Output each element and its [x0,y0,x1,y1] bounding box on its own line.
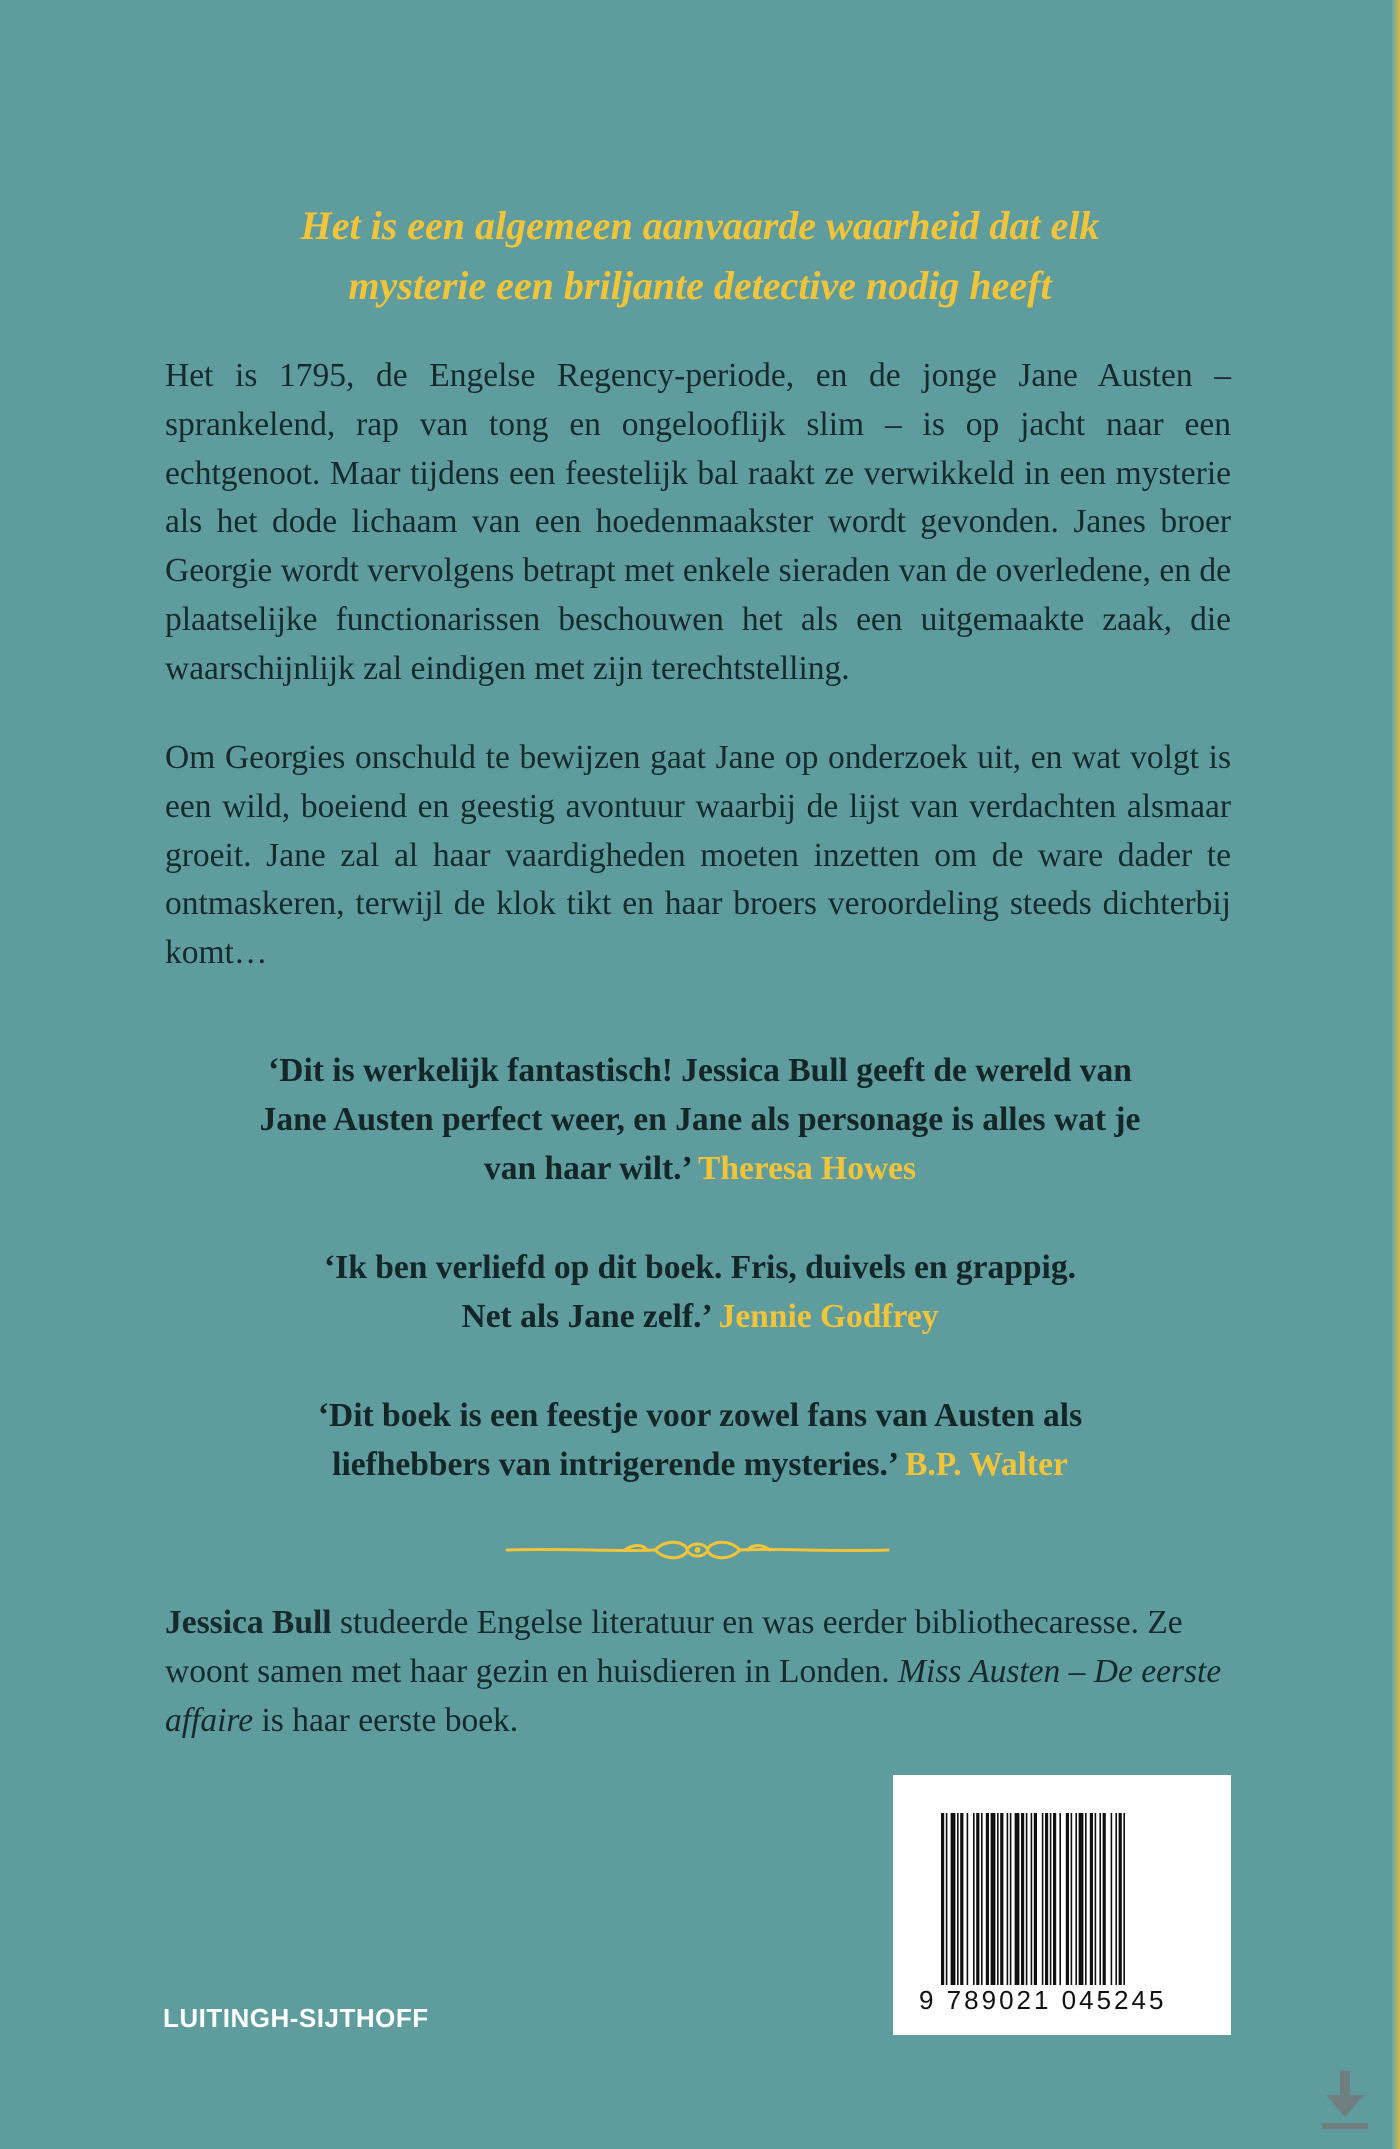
ornament-divider-icon [505,1532,890,1568]
quote-3-attribution: B.P. Walter [904,1446,1068,1483]
barcode-bar [981,1813,983,1985]
barcode-bar [1075,1813,1077,1985]
barcode-bar [1119,1813,1122,1985]
barcode-bar [1095,1813,1097,1985]
download-arrow-icon [1318,2065,1378,2135]
review-quote-2 [150,1243,1250,1341]
quote-2-line-2: Net als Jane zelf.’ [461,1298,711,1335]
barcode-bar [1007,1813,1009,1985]
barcode-bar [973,1813,975,1985]
quote-3-line-1: ‘Dit boek is een feestje voor zowel fans van Austen als [317,1397,1083,1434]
author-bio [165,1598,1231,1745]
barcode-bar [1000,1813,1003,1985]
barcode-bar [1050,1813,1052,1985]
barcode-bar [967,1813,969,1985]
barcode-bar [1053,1813,1056,1985]
barcode-bar [1115,1813,1117,1985]
barcode-bar [1111,1813,1113,1985]
barcode-bar [997,1813,999,1985]
tagline-line-1: Het is een algemeen aanvaarde waarheid dat elk [300,203,1100,248]
quote-1-line-2: Jane Austen perfect weer, en Jane als personage is alles wat je [259,1101,1141,1138]
barcode-bar [957,1813,959,1985]
barcode-bar [960,1813,963,1985]
barcode-bar [1066,1813,1069,1985]
barcode-bar [1099,1813,1101,1985]
quote-2-attribution: Jennie Godfrey [718,1298,939,1335]
barcode-bar [1059,1813,1061,1985]
barcode-bar [941,1813,944,1985]
book-title: Miss Austen – De eerste affaire [165,1653,1222,1739]
synopsis-paragraph-1: Het is 1795, de Engelse Regency-periode, en de jonge Jane Austen – sprankelend, rap van tong en ongelooflijk slim – is op jacht naar een echtgenoot. Maar tijdens een feestelijk bal raakt ze verwikkeld in een mysterie als het dode lichaam van een hoedenmaakster wordt gevonden. Janes broer Georgie wordt vervolgens betrapt met enkele sieraden van de overledene, en de plaatselijke functionarissen beschouwen het als een uitgemaakte zaak, die waarschijnlijk zal eindigen met zijn terechtstelling. [165,357,1231,687]
barcode-bar [1085,1813,1087,1985]
review-quote-3 [150,1391,1250,1489]
quote-3-line-2: liefhebbers van intrigerende mysteries.’ [332,1446,897,1483]
barcode-bar [1045,1813,1048,1985]
barcode-box [893,1775,1231,2035]
barcode-bar [951,1813,956,1985]
barcode-bar [1071,1813,1073,1985]
synopsis-paragraph-2: Om Georgies onschuld te bewijzen gaat Jane op onderzoek uit, en wat volgt is een wild, boeiend en geestig avontuur waarbij de lijst van verdachten alsmaar groeit. Jane zal al haar vaardigheden moeten inzetten om de ware dader te ontmaskeren, terwijl de klok tikt en haar broers veroordeling steeds dichterbij komt… [165,739,1231,972]
barcode-bar [1079,1813,1084,1985]
tagline-line-2: mysterie een briljante detective nodig heeft [348,263,1052,308]
barcode-bar [1031,1813,1033,1985]
barcode-bar [1123,1813,1125,1985]
isbn-number: 9 789021 045245 [919,1985,1167,2015]
barcode-bar [1021,1813,1024,1985]
spine-edge [1392,0,1400,2149]
publisher-logo: LUITINGH-SIJTHOFF [163,2003,429,2033]
quote-1-line-1: ‘Dit is werkelijk fantastisch! Jessica Bull geeft de wereld van [268,1052,1132,1089]
barcode-bar [991,1813,996,1985]
quote-1-line-3: van haar wilt.’ [483,1150,691,1187]
quote-1-attribution: Theresa Howes [698,1150,917,1187]
bio-text-2: is haar eerste boek. [253,1702,519,1739]
barcode-bar [1034,1813,1037,1985]
tagline [200,196,1200,316]
barcode-bar [1010,1813,1012,1985]
barcode-bar [1042,1813,1044,1985]
barcode-icon [941,1813,1183,1985]
quote-2-line-1: ‘Ik ben verliefd op dit boek. Fris, duivels en grappig. [324,1249,1076,1286]
barcode-bar [976,1813,979,1985]
barcode-bar [1015,1813,1020,1985]
barcode-bar [1103,1813,1106,1985]
barcode-bar [946,1813,948,1985]
author-name: Jessica Bull [165,1604,332,1641]
bio-text-1: studeerde Engelse literatuur en was eerder bibliothecaresse. Ze woont samen met haar gezin en huisdieren in Londen. [165,1604,1183,1690]
barcode-bar [986,1813,989,1985]
barcode-bar [1090,1813,1093,1985]
review-quote-1 [150,1046,1250,1193]
barcode-bar [1026,1813,1028,1985]
